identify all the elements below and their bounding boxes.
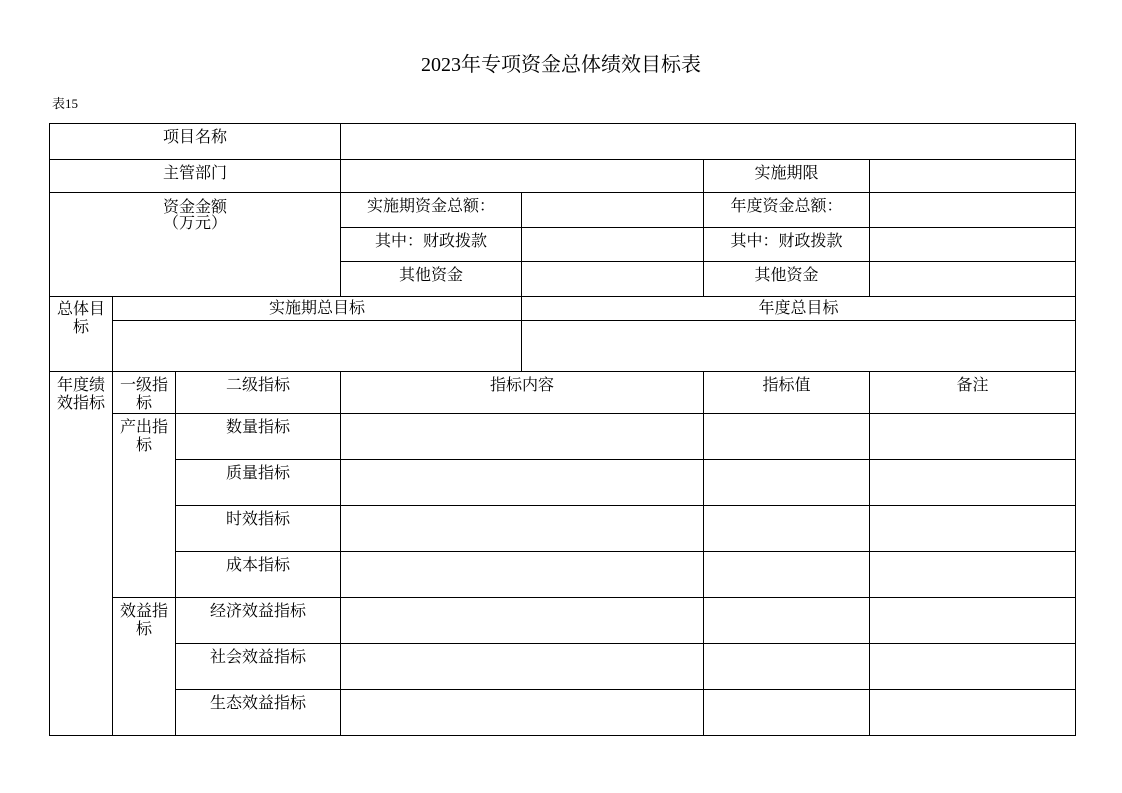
- funding-unit: （万元）: [163, 215, 228, 232]
- period-total-funding-cell: [522, 193, 704, 228]
- indicator-note-cell: [870, 552, 1076, 598]
- document-title: 2023年专项资金总体绩效目标表: [421, 54, 701, 76]
- period-overall-goal-header: 实施期总目标: [113, 297, 522, 321]
- indicator-value-header: 指标值: [704, 372, 870, 414]
- indicator-content-cell: [341, 552, 704, 598]
- performance-target-table: [49, 123, 1076, 736]
- period-other-funding-label: 其他资金: [341, 262, 522, 297]
- overall-goal-label: 总体目标: [50, 297, 113, 372]
- period-fiscal-funding-label: 其中：财政拨款: [341, 228, 522, 262]
- funding-amount-title: 资金金额: [163, 199, 228, 216]
- indicator-value-cell: [704, 598, 870, 644]
- level1-indicator-header: 一级指标: [113, 372, 176, 414]
- indicator-content-cell: [341, 690, 704, 736]
- indicator-note-cell: [870, 598, 1076, 644]
- annual-overall-goal-cell: [522, 321, 1076, 372]
- level2-indicator-social: 社会效益指标: [176, 644, 341, 690]
- indicator-value-cell: [704, 414, 870, 460]
- indicator-header-row: [50, 372, 1076, 414]
- department-row: [50, 160, 1076, 193]
- indicator-value-cell: [704, 506, 870, 552]
- indicator-row: [50, 414, 1076, 460]
- department-label: 主管部门: [50, 160, 341, 193]
- annual-other-funding-cell: [870, 262, 1076, 297]
- indicator-note-cell: [870, 506, 1076, 552]
- period-other-funding-cell: [522, 262, 704, 297]
- indicator-note-cell: [870, 460, 1076, 506]
- annual-fiscal-funding-label: 其中：财政拨款: [704, 228, 870, 262]
- annual-other-funding-label: 其他资金: [704, 262, 870, 297]
- level2-indicator-ecological: 生态效益指标: [176, 690, 341, 736]
- level2-indicator-timeliness: 时效指标: [176, 506, 341, 552]
- indicator-note-cell: [870, 690, 1076, 736]
- table-number: 表15: [52, 96, 79, 111]
- indicator-row: [50, 644, 1076, 690]
- output-indicator-group: 产出指标: [113, 414, 176, 598]
- period-total-funding-label: 实施期资金总额：: [341, 193, 522, 228]
- indicator-row: [50, 506, 1076, 552]
- department-cell: [341, 160, 704, 193]
- annual-overall-goal-header: 年度总目标: [522, 297, 1076, 321]
- overall-goal-header-row: [50, 297, 1076, 321]
- project-name-cell: [341, 124, 1076, 160]
- indicator-value-cell: [704, 552, 870, 598]
- period-fiscal-funding-cell: [522, 228, 704, 262]
- benefit-indicator-group: 效益指标: [113, 598, 176, 736]
- level2-indicator-header: 二级指标: [176, 372, 341, 414]
- indicator-row: [50, 552, 1076, 598]
- indicator-value-cell: [704, 644, 870, 690]
- project-name-label: 项目名称: [50, 124, 341, 160]
- indicator-value-cell: [704, 690, 870, 736]
- annual-total-funding-label: 年度资金总额：: [704, 193, 870, 228]
- implementation-period-cell: [870, 160, 1076, 193]
- indicator-content-cell: [341, 506, 704, 552]
- indicator-content-header: 指标内容: [341, 372, 704, 414]
- period-overall-goal-cell: [113, 321, 522, 372]
- annual-fiscal-funding-cell: [870, 228, 1076, 262]
- level2-indicator-cost: 成本指标: [176, 552, 341, 598]
- funding-total-row: [50, 193, 1076, 228]
- level2-indicator-quantity: 数量指标: [176, 414, 341, 460]
- indicator-row: [50, 460, 1076, 506]
- overall-goal-content-row: [50, 321, 1076, 372]
- annual-total-funding-cell: [870, 193, 1076, 228]
- level2-indicator-economic: 经济效益指标: [176, 598, 341, 644]
- indicator-note-cell: [870, 414, 1076, 460]
- level2-indicator-quality: 质量指标: [176, 460, 341, 506]
- annual-indicators-label: 年度绩效指标: [50, 372, 113, 736]
- implementation-period-label: 实施期限: [704, 160, 870, 193]
- indicator-content-cell: [341, 598, 704, 644]
- indicator-content-cell: [341, 460, 704, 506]
- funding-amount-label: [50, 193, 341, 297]
- indicator-value-cell: [704, 460, 870, 506]
- project-row: [50, 124, 1076, 160]
- indicator-note-header: 备注: [870, 372, 1076, 414]
- indicator-note-cell: [870, 644, 1076, 690]
- indicator-row: [50, 690, 1076, 736]
- indicator-row: [50, 598, 1076, 644]
- indicator-content-cell: [341, 644, 704, 690]
- indicator-content-cell: [341, 414, 704, 460]
